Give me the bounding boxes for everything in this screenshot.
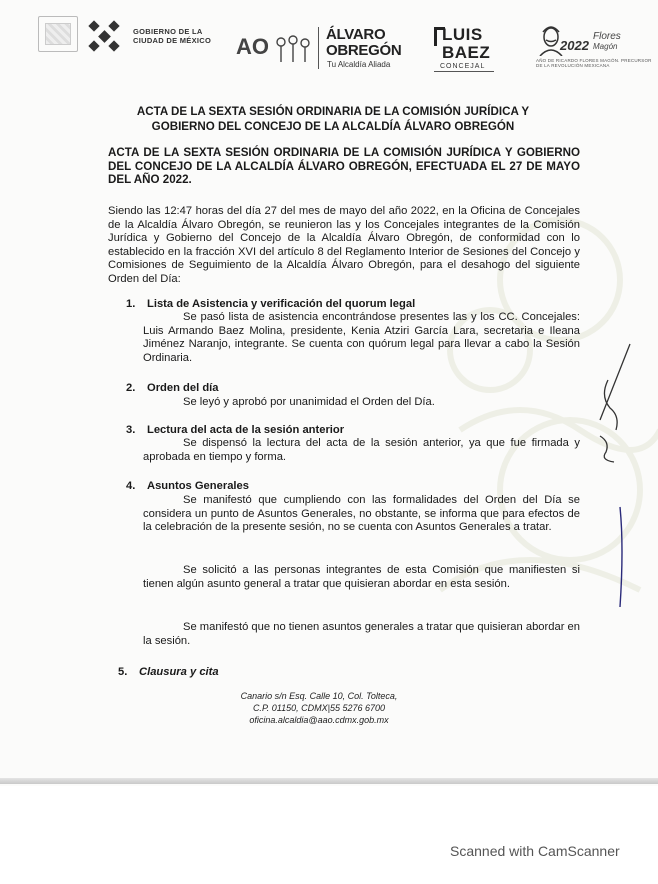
flowers-icon <box>273 34 313 64</box>
cdmx-logo-text <box>133 27 211 45</box>
luis-baez-logo <box>434 26 490 62</box>
item-paragraph: Se leyó y aprobó por unanimidad el Orden del Día. <box>183 396 435 408</box>
item-paragraph: Se manifestó que cumpliendo con las formalidades del Orden del Día se considera un punto de Asuntos Generales, no obstante, se informa que para efectos de la celebración de la presente sesión, no se cuenta con Asuntos Generales a tratar. <box>143 494 580 534</box>
item-paragraph: Se solicitó a las personas integrantes de esta Comisión que manifiesten si tienen algún asunto general a tratar que quisieran abordar en esta sesión. <box>143 564 580 590</box>
item-number: 4. <box>126 480 136 492</box>
item-heading: Lectura del acta de la sesión anterior <box>147 424 345 436</box>
signature-marks <box>588 340 638 470</box>
ao-tagline: Tu Alcaldía Aliada <box>327 60 391 69</box>
item-heading: Orden del día <box>147 382 219 394</box>
camscanner-watermark: Scanned with CamScanner <box>450 843 620 859</box>
item-paragraph: Se manifestó que no tienen asuntos generales a tratar que quisieran abordar en la sesión. <box>143 621 580 647</box>
item-heading: Clausura y cita <box>139 666 219 678</box>
flores-magon-text <box>593 32 621 52</box>
item-paragraph: Se dispensó la lectura del acta de la sesión anterior, ya que fue firmada y aprobada en tiempo y forma. <box>143 437 580 463</box>
item-heading: Asuntos Generales <box>147 480 249 492</box>
item-number: 3. <box>126 424 136 436</box>
item-heading: Lista de Asistencia y verificación del quorum legal <box>147 298 416 310</box>
item-number: 2. <box>126 382 136 394</box>
signature-line <box>610 505 630 615</box>
address-footer <box>190 690 448 726</box>
concejal-label: CONCEJAL <box>440 63 486 70</box>
flores-word1: Flores <box>593 31 621 42</box>
flores-magon-caption: AÑO DE RICARDO FLORES MAGÓN. PRECURSOR DE LA REVOLUCIÓN MEXICANA <box>536 58 652 68</box>
lb-line1: LUIS <box>442 25 483 44</box>
item-number: 1. <box>126 298 136 310</box>
footer-line3: oficina.alcaldia@aao.cdmx.gob.mx <box>249 715 389 725</box>
document-title: ACTA DE LA SEXTA SESIÓN ORDINARIA DE LA COMISIÓN JURÍDICA Y GOBIERNO DEL CONCEJO DE LA ALCALDÍA ÁLVARO OBREGÓN <box>136 105 530 133</box>
item-number: 5. <box>118 666 128 678</box>
luis-baez-underline <box>434 71 494 72</box>
coat-of-arms-icon <box>38 16 78 52</box>
lb-line2: BAEZ <box>442 43 491 62</box>
flores-word2: Magón <box>593 42 618 51</box>
document-subtitle: ACTA DE LA SEXTA SESIÓN ORDINARIA DE LA COMISIÓN JURÍDICA Y GOBIERNO DEL CONCEJO DE LA ALCALDÍA ÁLVARO OBREGÓN, EFECTUADA EL 27 DE MAYO DEL AÑO 2022. <box>108 146 580 186</box>
ao-line2: OBREGÓN <box>326 42 402 59</box>
cdmx-line2: CIUDAD DE MÉXICO <box>133 36 212 45</box>
footer-line2: C.P. 01150, CDMX|55 5276 6700 <box>252 703 386 713</box>
intro-paragraph: Siendo las 12:47 horas del día 27 del mes de mayo del año 2022, en la Oficina de Concejales de la Alcaldía Álvaro Obregón, se reunieron las y los Concejales integrantes de la Comisión Jurídica y Gobierno del Concejo de la Alcaldía Álvaro Obregón, de conformidad con lo establecido en la fracción XVI del artículo 8 del Reglamento Interior de Sesiones del Concejo y Comisiones de Seguimiento de la Alcaldía Álvaro Obregón, para el desahogo del siguiente Orden del Día: <box>108 205 580 285</box>
logo-divider <box>318 27 319 69</box>
page-edge <box>0 778 658 784</box>
ao-line1: ÁLVARO <box>326 26 386 43</box>
alvaro-obregon-logo <box>326 27 401 59</box>
flores-year: 2022 <box>560 38 589 53</box>
item-paragraph: Se pasó lista de asistencia encontrándose presentes las y los CC. Concejales: Luis Armando Baez Molina, presidente, Kenia Atziri García Lara, secretaria e Ileana Jiménez Naranjo, integrante. Se cuenta con quórum legal para llevar a cabo la Sesión Ordinaria. <box>143 311 580 364</box>
cdmx-line1: GOBIERNO DE LA <box>133 27 203 36</box>
ao-logo-mark: AO <box>236 34 269 59</box>
cdmx-logo-icon <box>88 20 122 52</box>
footer-line1: Canario s/n Esq. Calle 10, Col. Tolteca, <box>240 691 398 701</box>
